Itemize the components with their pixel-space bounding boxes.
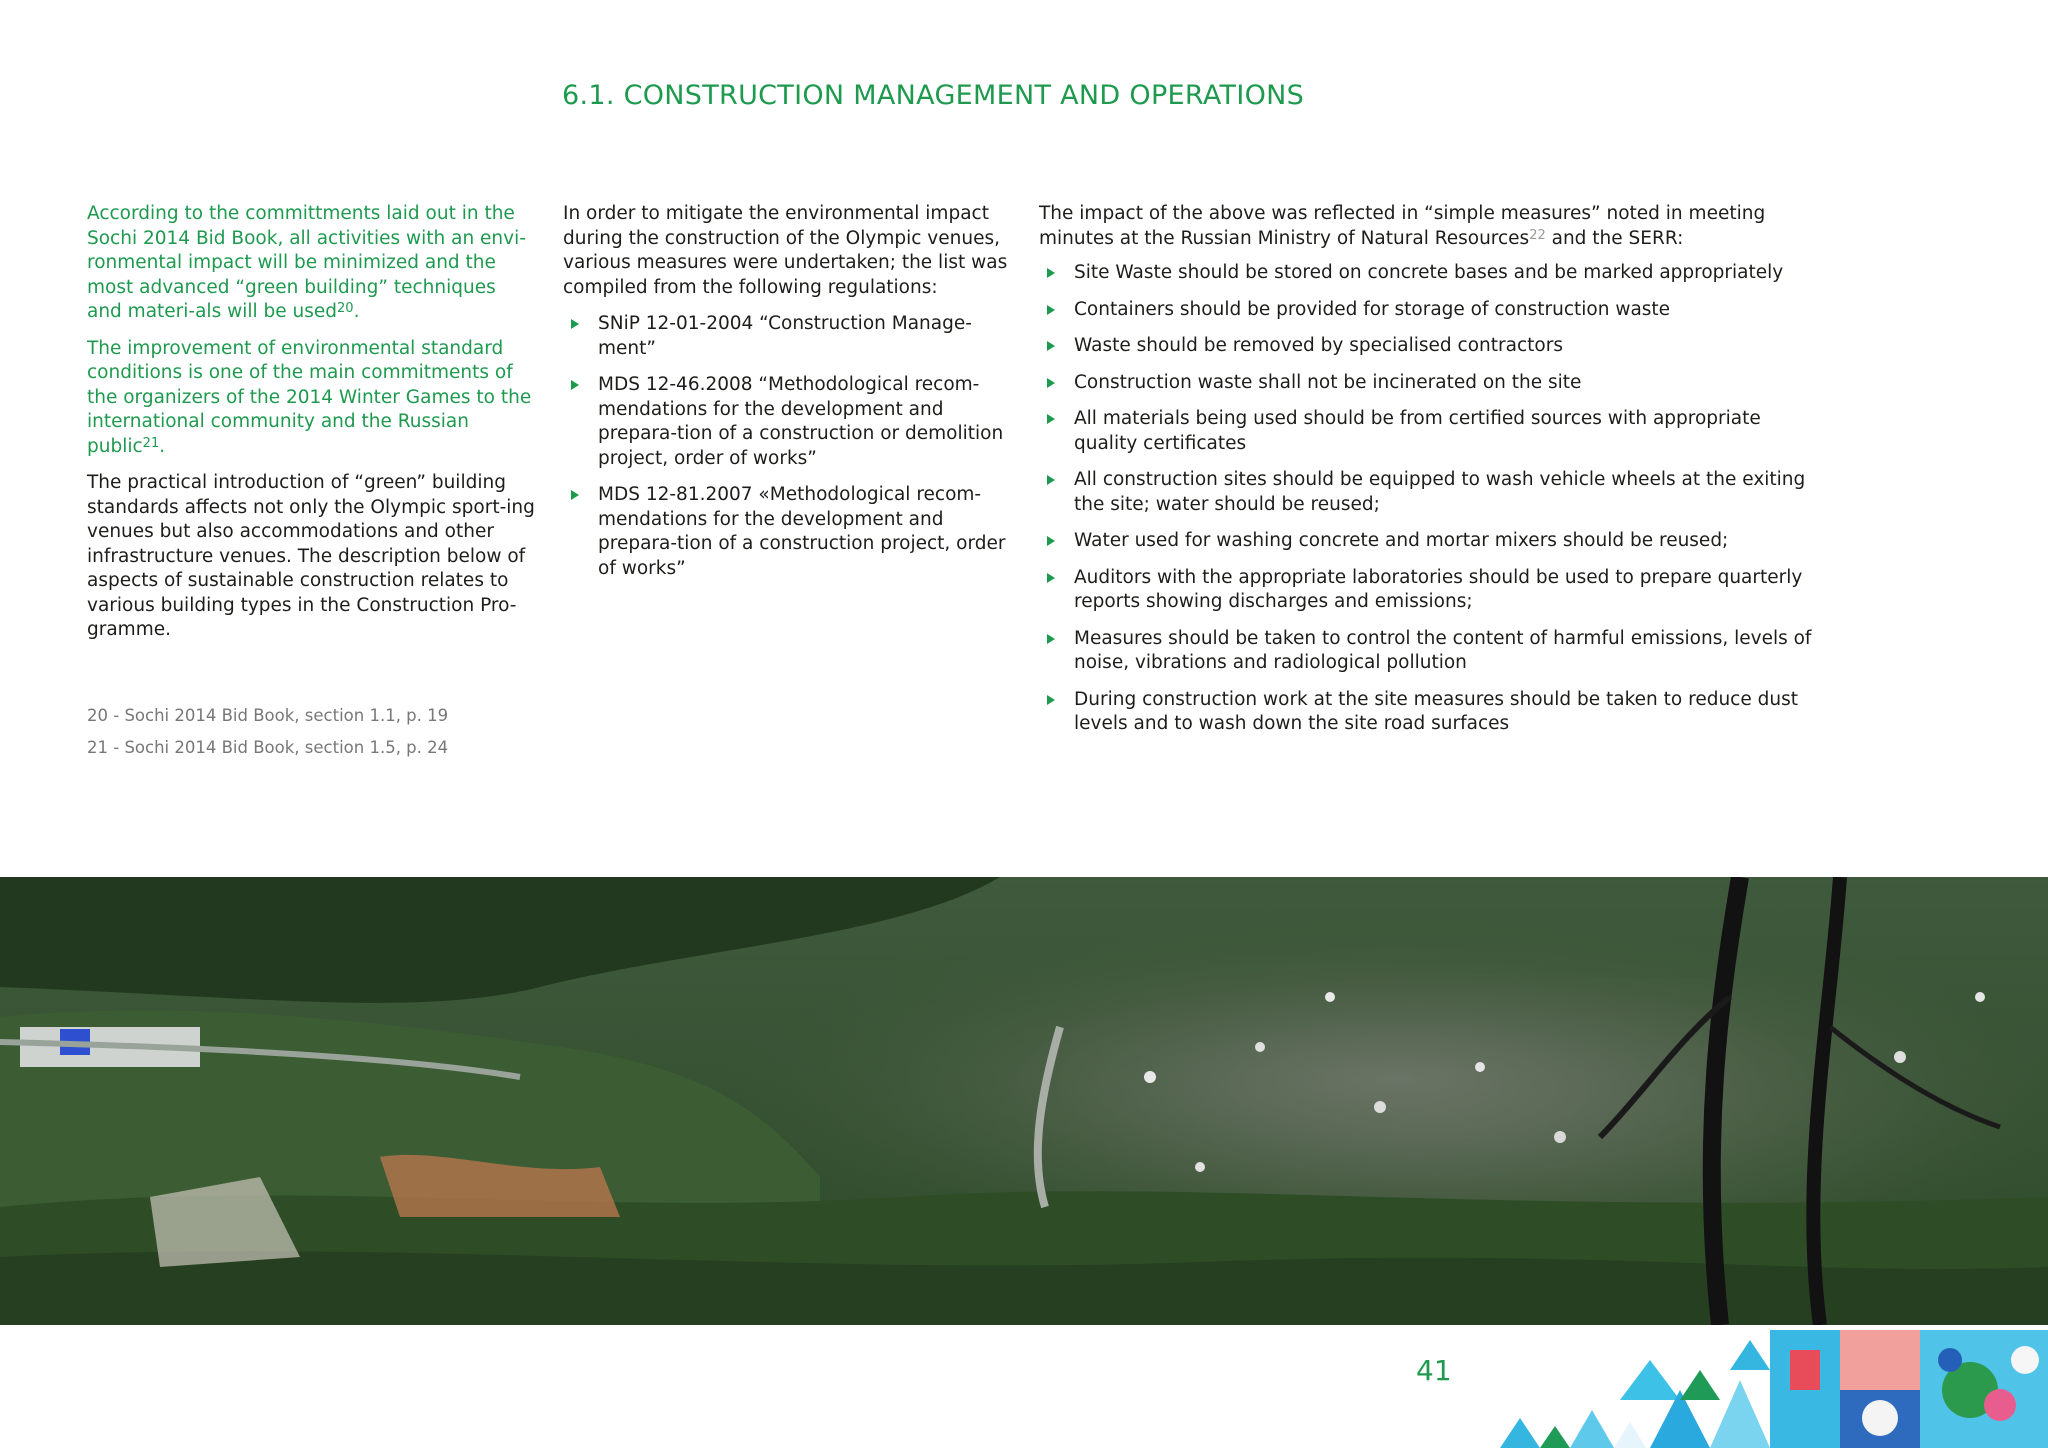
- list-item: SNiP 12-01-2004 “Construction Manage-ment”: [563, 312, 1013, 361]
- bullet-triangle-icon: [1047, 341, 1055, 351]
- improvement-paragraph: The improvement of environmental standard conditions is one of the main commitments of the organizers of the 2014 Winter Games to the international community and the Russian public$^{21}$.: [87, 337, 532, 457]
- footnote-ref-22[interactable]: 22: [1529, 227, 1546, 243]
- middle-column: [563, 202, 1013, 593]
- list-item: Water used for washing concrete and mortar mixers should be reused;: [1039, 529, 1819, 554]
- bullet-triangle-icon: [571, 490, 579, 500]
- list-item: Site Waste should be stored on concrete bases and be marked appropriately: [1039, 261, 1819, 286]
- list-item: MDS 12-81.2007 «Methodological recom-mendations for the development and prepara-tion of a construction project, order of works”: [563, 483, 1013, 581]
- bullet-triangle-icon: [1047, 305, 1055, 315]
- left-column: [87, 202, 535, 655]
- footnote-20: 20 - Sochi 2014 Bid Book, section 1.1, p. 19: [87, 706, 449, 725]
- footnote-ref-21[interactable]: 21: [142, 435, 160, 451]
- commitment-paragraph: According to the committments laid out in the Sochi 2014 Bid Book, all activities with an envi-ronmental impact will be minimized and the most advanced “green building” techniques and materi-als will be used$^{20}$.: [87, 203, 526, 322]
- measures-intro: The impact of the above was reflected in “simple measures” noted in meeting minutes at the Russian Ministry of Natural Resources$^{22}$ and the SERR:: [1039, 203, 1766, 249]
- regulations-list: [563, 312, 1013, 581]
- page-number: 41: [1416, 1354, 1452, 1387]
- list-item: Waste should be removed by specialised contractors: [1039, 334, 1819, 359]
- decorative-patchwork-pattern: [1480, 1330, 2048, 1448]
- bullet-triangle-icon: [1047, 414, 1055, 424]
- bullet-triangle-icon: [1047, 378, 1055, 388]
- list-item: Auditors with the appropriate laboratories should be used to prepare quarterly reports showing discharges and emissions;: [1039, 566, 1819, 615]
- bullet-triangle-icon: [1047, 536, 1055, 546]
- regulations-intro: In order to mitigate the environmental impact during the construction of the Olympic venues, various measures were undertaken; the list was compiled from the following regulations:: [563, 203, 1008, 298]
- footnotes: [87, 700, 448, 764]
- list-item: Measures should be taken to control the content of harmful emissions, levels of noise, vibrations and radiological pollution: [1039, 627, 1819, 676]
- list-item: All construction sites should be equipped to wash vehicle wheels at the exiting the site; water should be reused;: [1039, 468, 1819, 517]
- bullet-triangle-icon: [1047, 475, 1055, 485]
- measures-list: [1039, 261, 1819, 737]
- green-building-paragraph: The practical introduction of “green” building standards affects not only the Olympic sport-ing venues but also accommodations and other infrastructure venues. The description below of aspects of sustainable construction relates to various building types in the Construction Pro-gramme.: [87, 472, 535, 640]
- footnote-21: 21 - Sochi 2014 Bid Book, section 1.5, p. 24: [87, 738, 449, 757]
- aerial-valley-photo: [0, 877, 2048, 1325]
- bullet-triangle-icon: [1047, 634, 1055, 644]
- right-column: [1039, 202, 1819, 749]
- list-item: All materials being used should be from certified sources with appropriate quality certificates: [1039, 407, 1819, 456]
- bullet-triangle-icon: [571, 380, 579, 390]
- bullet-triangle-icon: [571, 319, 579, 329]
- list-item: Containers should be provided for storage of construction waste: [1039, 298, 1819, 323]
- section-heading: 6.1. CONSTRUCTION MANAGEMENT AND OPERATIONS: [562, 80, 1305, 111]
- list-item: Construction waste shall not be incinerated on the site: [1039, 371, 1819, 396]
- list-item: During construction work at the site measures should be taken to reduce dust levels and to wash down the site road surfaces: [1039, 688, 1819, 737]
- bullet-triangle-icon: [1047, 573, 1055, 583]
- bullet-triangle-icon: [1047, 695, 1055, 705]
- footnote-ref-20[interactable]: 20: [337, 301, 354, 316]
- bullet-triangle-icon: [1047, 268, 1055, 278]
- list-item: MDS 12-46.2008 “Methodological recom-mendations for the development and prepara-tion of a construction or demolition project, order of works”: [563, 373, 1013, 471]
